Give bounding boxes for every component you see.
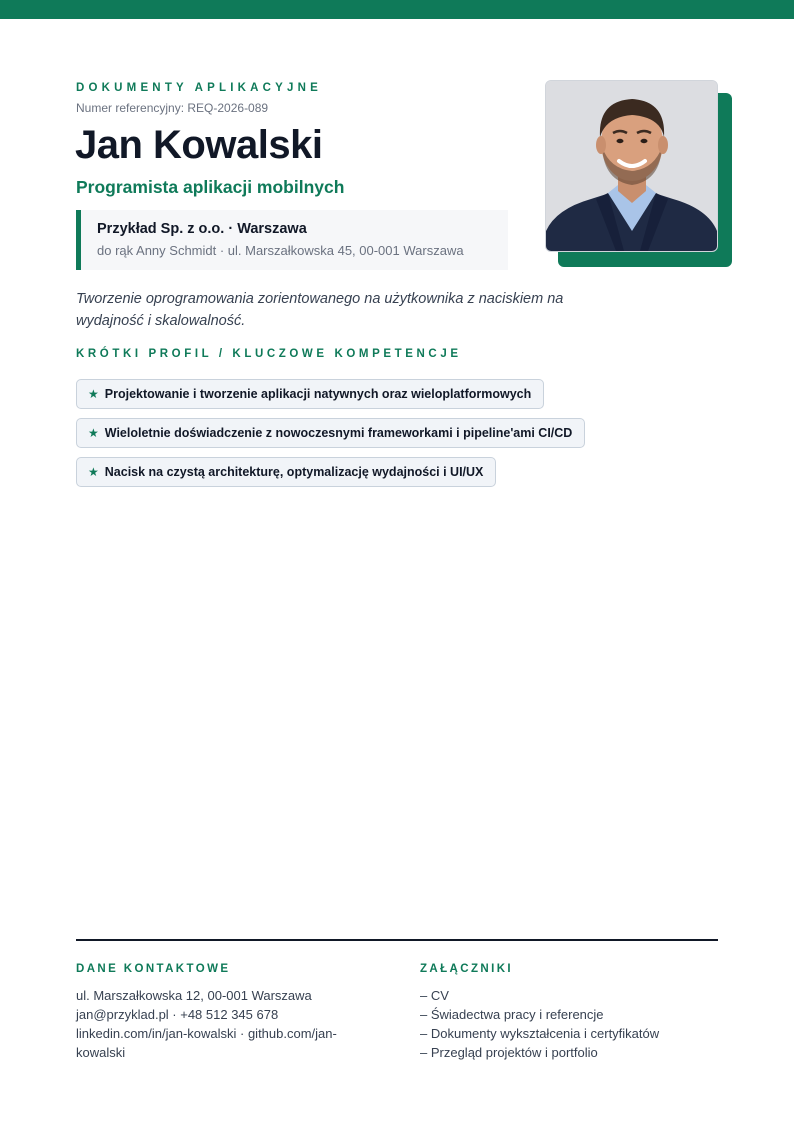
contact-section-title: DANE KONTAKTOWE — [76, 963, 231, 975]
skill-chip — [76, 418, 585, 448]
applicant-role: Programista aplikacji mobilnych — [76, 177, 345, 197]
attachment-item: – Dokumenty wykształcenia i certyfikatów — [420, 1026, 660, 1041]
contact-details — [76, 986, 346, 1062]
attachment-item: – CV — [420, 988, 449, 1003]
footer-divider — [76, 939, 718, 941]
skills-section-title: KRÓTKI PROFIL / KLUCZOWE KOMPETENCJE — [76, 348, 462, 360]
summary-text: Tworzenie oprogramowania zorientowanego na użytkownika z naciskiem na wydajność i skalowalność. — [76, 291, 564, 329]
top-accent-bar — [0, 0, 794, 19]
skill-chip — [76, 457, 496, 487]
attachment-item: – Świadectwa pracy i referencje — [420, 1007, 604, 1022]
document-eyebrow: DOKUMENTY APLIKACYJNE — [76, 82, 323, 94]
recipient-box — [76, 210, 508, 270]
attachments-list — [420, 986, 720, 1062]
skill-label: Projektowanie i tworzenie aplikacji natywnych oraz wieloplatformowych — [104, 387, 532, 401]
attachments-section-title: ZAŁĄCZNIKI — [420, 963, 513, 975]
reference-number: Numer referencyjny: REQ-2026-089 — [76, 101, 269, 115]
star-icon: ★ — [88, 426, 99, 440]
portrait-illustration — [546, 81, 717, 251]
star-icon: ★ — [88, 387, 99, 401]
contact-address: ul. Marszałkowska 12, 00-001 Warszawa — [76, 988, 312, 1003]
portrait-photo — [545, 80, 718, 252]
skill-label: Wieloletnie doświadczenie z nowoczesnymi frameworkami i pipeline'ami CI/CD — [104, 426, 573, 440]
attachment-item: – Przegląd projektów i portfolio — [420, 1045, 598, 1060]
contact-email-phone: jan@przyklad.pl · +48 512 345 678 — [76, 1007, 279, 1022]
skill-chip — [76, 379, 544, 409]
recipient-address: do rąk Anny Schmidt · ul. Marszałkowska 45, 00-001 Warszawa — [97, 243, 464, 258]
applicant-name: Jan Kowalski — [75, 123, 323, 167]
skill-label: Nacisk na czystą architekturę, optymalizację wydajności i UI/UX — [104, 465, 484, 479]
star-icon: ★ — [88, 465, 99, 479]
recipient-company: Przykład Sp. z o.o. · Warszawa — [97, 221, 307, 237]
contact-links: linkedin.com/in/jan-kowalski · github.com/jan-kowalski — [76, 1026, 337, 1060]
